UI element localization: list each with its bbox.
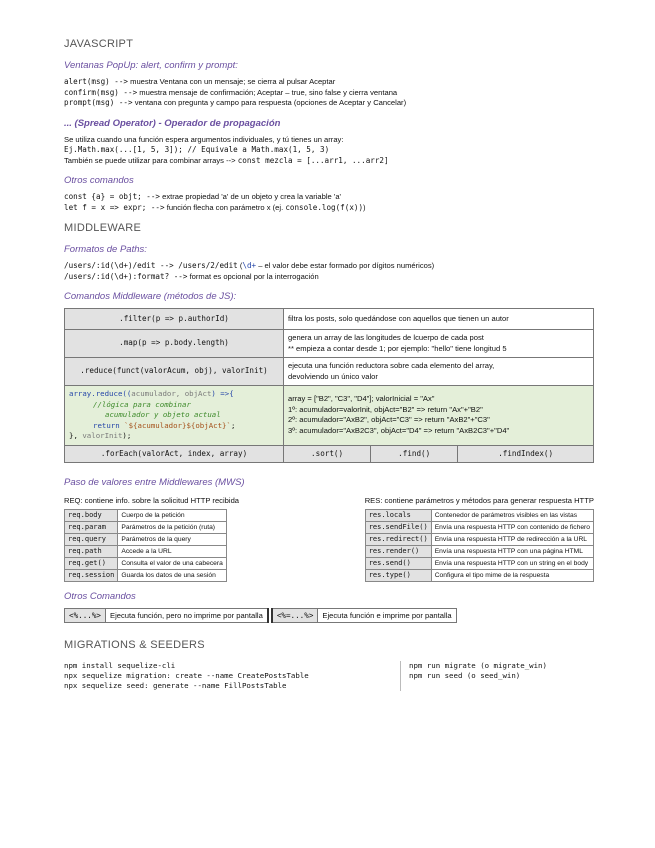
table-row [65,386,594,446]
popup-heading: Ventanas PopUp: alert, confirm y prompt: [64,60,238,71]
pass-heading: Paso de valores entre Middlewares (MWS) [64,477,245,488]
mw-otros-heading: Otros Comandos [64,591,136,602]
ejs-tag-print-desc: Ejecuta función e imprime por pantalla [318,609,456,623]
migrations-right: npm run migrate (o migrate_win) npm run seed (o seed_win) [409,661,547,680]
section-title-javascript: JAVASCRIPT [64,38,134,50]
res-column [365,494,594,582]
migrations-block [64,661,594,691]
table-row [65,445,594,463]
ejs-tag-exec-desc: Ejecuta función, pero no imprime por pantalla [106,609,268,623]
req-res-columns [64,494,594,582]
command-foreach: .forEach(valorAct, index, array) [65,445,284,463]
table-row: res.locals Contenedor de parámetros visibles en las vistas [365,510,593,522]
ejs-tag-print: <%=...%> [272,609,318,623]
command-code: .filter(p => p.authorId) [65,309,284,330]
command-desc: ejecuta una función reductora sobre cada elemento del array, devolviendo un único valor [284,358,594,386]
spread-line-2: Ej.Math.max(...[1, 5, 3]); // Equivale a Math.max(1, 5, 3) [64,145,330,154]
cheat-sheet [64,38,594,691]
spread-line-1: Se utiliza cuando una función espera argumentos individuales, y tú tienes un array: [64,134,344,144]
table-row: res.send() Envía una respuesta HTTP con un string en el body [365,558,593,570]
migrations-left: npm install sequelize-cli npx sequelize migration: create --name CreatePostsTable npx sequelize seed: generate --name FillPostsTable [64,661,401,691]
req-title: REQ: contiene info. sobre la solicitud HTTP recibida [64,496,240,505]
popup-list [64,77,594,109]
reduce-example-code: array.reduce((acumulador, objAct) =>{ //lógica para combinar acumulador y objeto actual return `${acumulador}${objAct}`; }, valorInit); [65,386,284,446]
table-row [65,309,594,330]
spread-heading: ... (Spread Operator) - Operador de propagación [64,117,281,129]
table-row: req.query Parámetros de la query [65,534,227,546]
ejs-tag-exec: <%...%> [65,609,106,623]
res-title: RES: contiene parámetros y métodos para generar respuesta HTTP [364,496,594,505]
ejs-tags-table [64,608,457,623]
table-row: req.get() Consulta el valor de una cabecera [65,558,227,570]
path-line-1: /users/:id(\d+)/edit --> /users/2/edit (\d+ – el valor debe estar formado por dígitos numéricos) [64,261,435,270]
command-code: .reduce(funct(valorAcum, obj), valorInit) [65,358,284,386]
table-row: res.sendFile() Envía una respuesta HTTP con contenido de fichero [365,522,593,534]
table-row [65,609,457,623]
js-otros-heading: Otros comandos [64,175,134,186]
table-row [65,358,594,386]
table-row [65,330,594,358]
paths-block [64,261,594,282]
table-row: req.param Parámetros de la petición (ruta) [65,522,227,534]
req-column [64,494,239,582]
table-row: req.session Guarda los datos de una sesión [65,570,227,582]
section-title-middleware: MIDDLEWARE [64,222,142,234]
popup-line-prompt: prompt(msg) --> ventana con pregunta y campo para respuesta (opciones de Aceptar y Cancelar) [64,98,407,107]
path-line-2: /users/:id(\d+):format? --> format es opcional por la interrogación [64,271,319,281]
reduce-example-trace: array = ["B2", "C3", "D4"]; valorInicial = "Ax" 1º: acumulador=valorInit, objAct="B2" => return "Ax"+"B2" 2º: acumulador="AxB2", objAct="C3" => return "AxB2"+"C3" 3º: acumulador="AxB2C3", objAct="D4" => return "AxB2C3"+"D4" [284,386,594,446]
table-row: res.render() Envía una respuesta HTTP con una página HTML [365,546,593,558]
table-row: res.type() Configura el tipo mime de la respuesta [365,570,593,582]
command-findindex: .findIndex() [458,445,594,463]
arrow-function-line: let f = x => expr; --> función flecha con parámetro x (ej. console.log(f(x))) [64,202,366,212]
js-otros-block [64,192,594,213]
popup-line-confirm: confirm(msg) --> muestra mensaje de confirmación; Aceptar – true, sino false y cierra ventana [64,87,398,97]
popup-line-alert: alert(msg) --> muestra Ventana con un mensaje; se cierra al pulsar Aceptar [64,77,336,86]
commands-table [64,308,594,463]
paths-heading: Formatos de Paths: [64,244,147,255]
spread-line-3: También se puede utilizar para combinar arrays --> const mezcla = [...arr1, ...arr2] [64,155,389,165]
command-desc: filtra los posts, solo quedándose con aquellos que tienen un autor [284,309,594,330]
command-desc: genera un array de las longitudes de lcuerpo de cada post ** empieza a contar desde 1; por ejemplo: "hello" tiene longitud 5 [284,330,594,358]
command-code: .map(p => p.body.length) [65,330,284,358]
table-row: res.redirect() Envía una respuesta HTTP de redirección a la URL [365,534,593,546]
commands-heading: Comandos Middleware (métodos de JS): [64,291,237,302]
command-find: .find() [371,445,458,463]
req-table [64,509,227,582]
destructuring-line: const {a} = objt; --> extrae propiedad 'a' de un objeto y crea la variable 'a' [64,192,342,201]
spread-block [64,135,594,167]
command-sort: .sort() [284,445,371,463]
section-title-migrations: MIGRATIONS & SEEDERS [64,639,205,651]
table-row: req.body Cuerpo de la petición [65,510,227,522]
table-row: req.path Accede a la URL [65,546,227,558]
res-table [365,509,594,582]
